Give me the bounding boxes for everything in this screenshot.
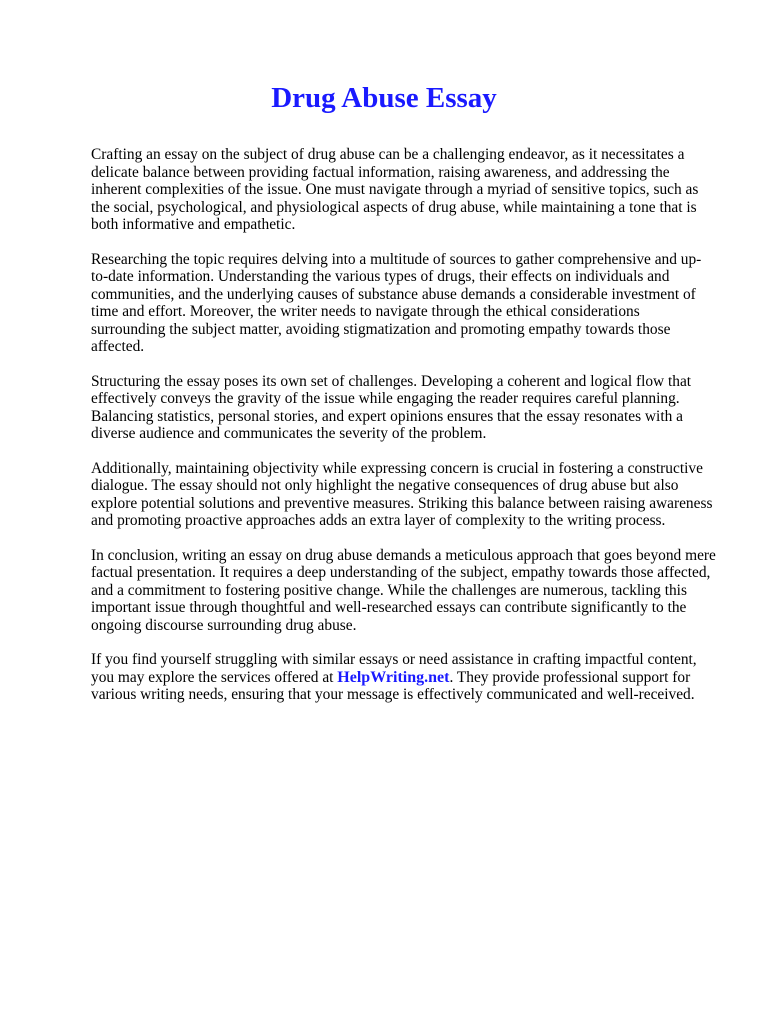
paragraph-line: inherent complexities of the issue. One must navigate through a myriad of sensitive topics, such as [91, 181, 699, 198]
body-paragraph [91, 373, 717, 443]
paragraph-line: Balancing statistics, personal stories, and expert opinions ensures that the essay resonates with a [91, 407, 683, 425]
paragraph-line [91, 669, 717, 687]
paragraph-line: Structuring the essay poses its own set of challenges. Developing a coherent and logical flow that [91, 372, 692, 390]
paragraph-line: dialogue. The essay should not only highlight the negative consequences of drug abuse but also [91, 477, 679, 494]
paragraph-line: ongoing discourse surrounding drug abuse. [91, 616, 357, 634]
paragraph-line: Additionally, maintaining objectivity while expressing concern is crucial in fostering a constructive [91, 459, 703, 477]
paragraph-line: If you find yourself struggling with similar essays or need assistance in crafting impactful content, [91, 651, 697, 668]
body-paragraph [91, 251, 717, 356]
body-paragraph [91, 146, 717, 234]
paragraph-line: the social, psychological, and physiological aspects of drug abuse, while maintaining a tone that is [91, 198, 697, 216]
line-text-before-link: you may explore the services offered at [91, 668, 338, 686]
paragraph-line: and a commitment to fostering positive change. While the challenges are numerous, tackling this [91, 581, 687, 599]
final-paragraph [91, 651, 717, 704]
paragraph-line: various writing needs, ensuring that your message is effectively communicated and well-received. [91, 686, 695, 703]
paragraph-line: both informative and empathetic. [91, 216, 296, 233]
body-paragraph [91, 547, 717, 635]
paragraph-line: communities, and the underlying causes of substance abuse demands a considerable investment of [91, 285, 696, 303]
paragraph-list [91, 146, 717, 634]
paragraph-line: affected. [91, 338, 145, 355]
paragraph-line: Crafting an essay on the subject of drug abuse can be a challenging endeavor, as it necessitates a [91, 146, 685, 163]
paragraph-line: Researching the topic requires delving into a multitude of sources to gather comprehensive and up- [91, 250, 702, 268]
document-title: Drug Abuse Essay [271, 82, 497, 114]
paragraph-line: to-date information. Understanding the various types of drugs, their effects on individuals and [91, 268, 670, 285]
paragraph-line: time and effort. Moreover, the writer needs to navigate through the ethical considerations [91, 303, 640, 320]
line-text-after-link: . They provide professional support for [449, 668, 691, 686]
paragraph-line: effectively conveys the gravity of the issue while engaging the reader requires careful planning. [91, 390, 680, 407]
paragraph-line: In conclusion, writing an essay on drug abuse demands a meticulous approach that goes beyond mere [91, 546, 716, 564]
paragraph-line: factual presentation. It requires a deep understanding of the subject, empathy towards those affected, [91, 564, 711, 581]
helpwriting-link[interactable]: HelpWriting.net [337, 668, 450, 686]
paragraph-line: diverse audience and communicates the severity of the problem. [91, 425, 487, 442]
document-body [91, 146, 717, 721]
body-paragraph [91, 460, 717, 530]
paragraph-line: important issue through thoughtful and well-researched essays can contribute significantly to the [91, 599, 687, 616]
paragraph-line: and promoting proactive approaches adds an extra layer of complexity to the writing process. [91, 512, 666, 529]
paragraph-line: surrounding the subject matter, avoiding stigmatization and promoting empathy towards those [91, 320, 671, 338]
paragraph-line: delicate balance between providing factual information, raising awareness, and addressing the [91, 163, 670, 181]
paragraph-line: explore potential solutions and preventive measures. Striking this balance between raising awareness [91, 494, 713, 512]
